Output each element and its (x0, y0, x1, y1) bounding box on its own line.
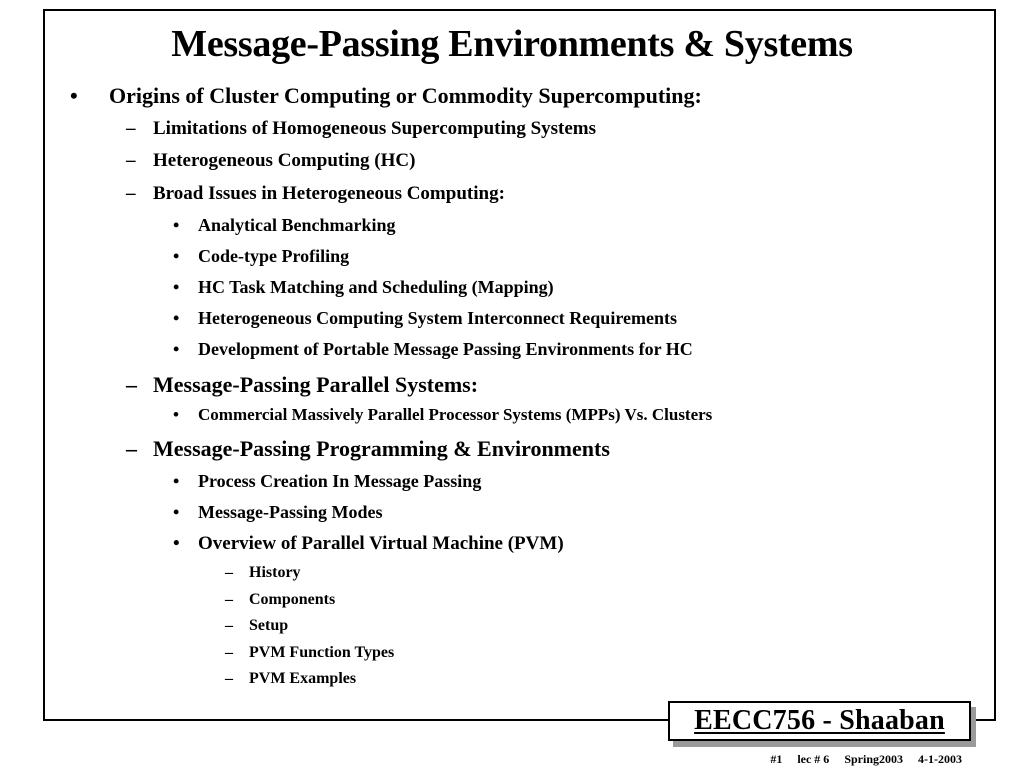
list-item-text: Code-type Profiling (198, 246, 350, 266)
list-item-text: Message-Passing Modes (198, 502, 383, 522)
list-item-text: Analytical Benchmarking (198, 215, 396, 235)
list-item-text: Process Creation In Message Passing (198, 471, 482, 491)
dash-marker: – (126, 372, 137, 397)
bullet-marker: • (173, 277, 180, 297)
footer-date: 4-1-2003 (918, 752, 962, 766)
bullet-marker: • (173, 471, 180, 491)
dash-marker: – (225, 670, 233, 687)
footer-term: Spring2003 (844, 752, 903, 766)
list-item-text: Setup (249, 617, 289, 634)
list-item-text: Origins of Cluster Computing or Commodity Supercomputing: (109, 83, 702, 108)
footer-lecture: lec # 6 (797, 752, 830, 766)
dash-marker: – (225, 564, 233, 581)
bullet-marker: • (70, 83, 78, 108)
list-item-text: Heterogeneous Computing System Interconnect Requirements (198, 308, 677, 328)
bullet-marker: • (173, 405, 179, 424)
list-item-text: PVM Function Types (249, 644, 395, 661)
dash-marker: – (126, 436, 137, 461)
list-item-text: Heterogeneous Computing (HC) (153, 150, 416, 171)
dash-marker: – (126, 183, 136, 204)
bullet-marker: • (173, 339, 180, 359)
dash-marker: – (126, 150, 136, 171)
course-badge-label: EECC756 - Shaaban (694, 705, 945, 736)
list-item-text: Components (249, 591, 336, 608)
list-item-text: Limitations of Homogeneous Supercomputing Systems (153, 118, 597, 139)
list-item-text: Message-Passing Programming & Environments (153, 436, 610, 461)
dash-marker: – (225, 591, 233, 608)
dash-marker: – (225, 617, 233, 634)
course-badge (668, 701, 971, 741)
bullet-marker: • (173, 215, 180, 235)
dash-marker: – (225, 644, 233, 661)
footer-slide-number: #1 (770, 752, 783, 766)
list-item-text: Commercial Massively Parallel Processor Systems (MPPs) Vs. Clusters (198, 405, 713, 424)
bullet-marker: • (173, 246, 180, 266)
slide-title: Message-Passing Environments & Systems (171, 23, 853, 65)
list-item-text: Development of Portable Message Passing Environments for HC (198, 339, 693, 359)
list-item-text: Message-Passing Parallel Systems: (153, 372, 479, 397)
slide-footer (700, 750, 962, 768)
bullet-marker: • (173, 308, 180, 328)
list-item-text: Overview of Parallel Virtual Machine (PVM) (198, 533, 564, 554)
bullet-marker: • (173, 502, 180, 522)
list-item-text: History (249, 564, 301, 581)
dash-marker: – (126, 118, 136, 139)
bullet-marker: • (173, 533, 180, 554)
list-item-text: PVM Examples (249, 670, 357, 687)
list-item-text: Broad Issues in Heterogeneous Computing: (153, 183, 505, 204)
list-item-text: HC Task Matching and Scheduling (Mapping) (198, 277, 554, 297)
